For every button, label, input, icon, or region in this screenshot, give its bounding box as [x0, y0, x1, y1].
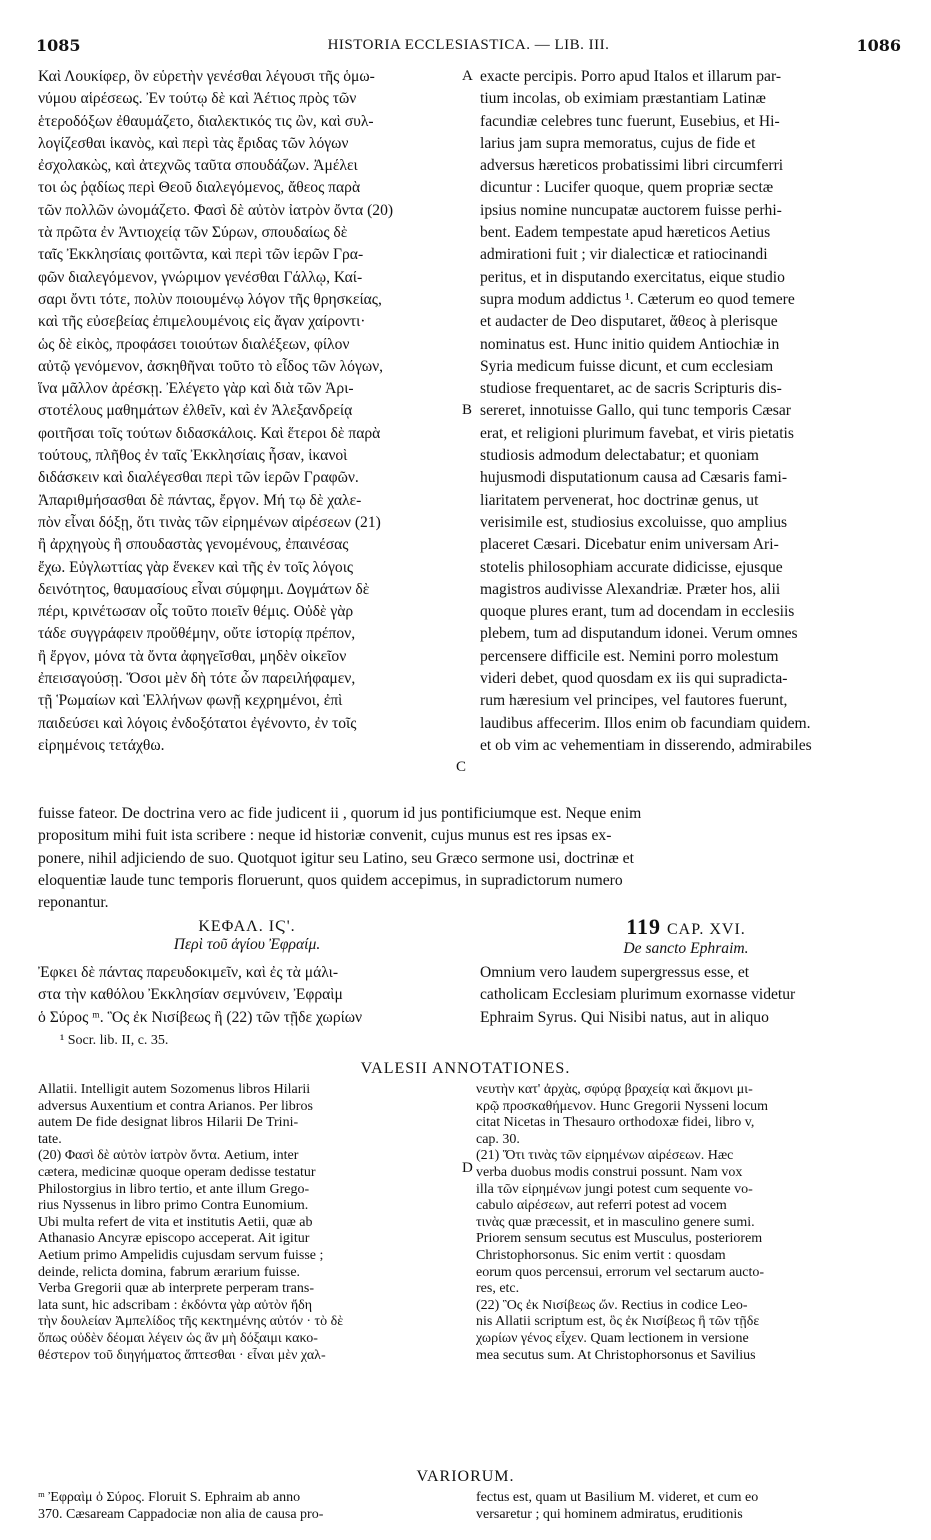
valesii-note-line: Philostorgius in libro tertio, et ante illum Grego-	[38, 1181, 310, 1197]
valesii-note-line: citat Nicetas in Thesauro orthodoxæ fidei, libro v,	[476, 1115, 755, 1131]
latin-text-line: stotelis philosophiam accurate didicisse, ejusque	[480, 558, 783, 576]
valesii-note-line: χωρίων γένος εἶχεν. Quam lectionem in versione	[476, 1330, 749, 1346]
valesii-note-line: Aetium primo Ampelidis cujusdam servum fuisse ;	[38, 1247, 324, 1263]
valesii-note-line: mea secutus sum. At Christophorsonus et Savilius	[476, 1347, 756, 1363]
valesii-note-line: res, etc.	[476, 1281, 520, 1297]
chapter-number: 119	[626, 914, 661, 939]
latin-text-line: tium incolas, ob eximiam præstantiam Latinæ	[480, 90, 766, 108]
valesii-note-line: deinde, relicta domina, fabrum ærarium fuisse.	[38, 1264, 301, 1280]
chapter-text-greek	[38, 962, 456, 1029]
valesii-note-line: eorum quos percensui, errorum vel sectarum aucto-	[476, 1264, 765, 1280]
greek-text-line: ὡς δὲ εἰκὸς, προφάσει τοιούτων διαλέξεων, φίλον	[38, 335, 350, 353]
greek-text-line: πέρι, κρινέτωσαν οἷς τοῦτο ποιεῖν θέμις. Οὐδὲ γὰρ	[38, 603, 354, 621]
latin-text-line: laudibus affecerim. Illos enim ob facundiam quidem.	[480, 714, 811, 732]
latin-text-line: rum hæresium vel principes, vel fautores fuerunt,	[480, 692, 788, 710]
greek-text-line: τῶν πολλῶν ὠνομάζετο. Φασὶ δὲ αὐτὸν ἰατρὸν ὄντα (20)	[38, 201, 394, 219]
greek-text-line: καὶ τῆς εὐσεβείας ἐπιμελουμένοις εἰς ἄγαν χαίροντι·	[38, 313, 366, 331]
greek-text-line: ἔχω. Εὐγλωττίας γὰρ ἕνεκεν καὶ τῆς ἐν τοῖς λόγοις	[38, 558, 354, 576]
latin-text-column	[480, 66, 892, 757]
greek-text-line: λογίζεσθαι ἱκανὸς, καὶ περὶ τὰς ἔριδας τῶν λόγων	[38, 134, 349, 152]
valesii-note-line: (22) Ὃς ἐκ Νισίβεως ὤν. Rectius in codice Leo-	[476, 1297, 748, 1313]
latin-text-line: plebem, tum ad disputandum idonei. Verum omnes	[480, 625, 798, 643]
greek-text-line: ἵνα μᾶλλον ἀρέσκῃ. Ἐλέγετο γὰρ καὶ διὰ τῶν Ἀρι-	[38, 380, 354, 398]
valesii-note-line: Allatii. Intelligit autem Sozomenus libros Hilarii	[38, 1082, 311, 1097]
valesii-note-line: verba duobus modis construi possunt. Nam vox	[476, 1164, 743, 1180]
latin-text-line: facundiæ celebres tunc fuerunt, Eusebius, et Hi-	[480, 112, 780, 130]
chapter-heading-latin	[480, 914, 892, 958]
valesii-note-line: rius Nyssenus in libro primo Contra Eunomium.	[38, 1198, 309, 1214]
latin-text-line: exacte percipis. Porro apud Italos et illarum par-	[480, 68, 782, 85]
latin-text-line: studiosis admodum delectabatur; et quoniam	[480, 447, 759, 465]
valesii-note-line: lata sunt, hic adscribam : ἐκδόντα γὰρ αὐτὸν ἤδη	[38, 1297, 313, 1313]
greek-text-line: τῇ Ῥωμαίων καὶ Ἑλλήνων φωνῇ κεχρημένοι, ἐπὶ	[38, 692, 343, 710]
chapter-latin-line: Omnium vero laudem supergressus esse, et	[480, 964, 750, 981]
footnote: ¹ Socr. lib. II, c. 35.	[60, 1033, 169, 1048]
fullwidth-text-line: ponere, nihil adjiciendo de suo. Quotquot igitur seu Latino, seu Græco sermone usi, doctrinæ et	[38, 849, 634, 867]
valesii-note-line: θέστερον τοῦ διηγήματος ἅπτεσθαι · εἶναι μὲν χαλ-	[38, 1347, 326, 1363]
latin-text-line: studiose frequentaret, ac de sacris Scripturis dis-	[480, 380, 782, 398]
page-number-left: 1085	[36, 36, 81, 55]
latin-text-line: bent. Eadem tempestate apud hæreticos Aetius	[480, 224, 771, 242]
greek-text-line: νύμου αἱρέσεως. Ἐν τούτῳ δὲ καὶ Ἀέτιος πρὸς τῶν	[38, 90, 357, 108]
valesii-note-line: ὅπως οὐδὲν δέομαι λέγειν ὡς ἂν μὴ δόξαιμι κακο-	[38, 1330, 318, 1346]
latin-text-line: placeret Cæsari. Dicebatur enim universam Ari-	[480, 536, 779, 554]
valesii-note-line: (20) Φασὶ δὲ αὐτὸν ἰατρὸν ὄντα. Aetium, inter	[38, 1148, 299, 1164]
valesii-note-line: τινὰς quæ præcessit, et in masculino genere sumi.	[476, 1214, 755, 1230]
latin-text-line: percensere difficile est. Nemini porro molestum	[480, 647, 779, 665]
valesii-heading: VALESII ANNOTATIONES.	[360, 1060, 571, 1077]
greek-text-line: στοτέλους μαθημάτων ἐλθεῖν, καὶ ἐν Ἀλεξανδρείᾳ	[38, 402, 353, 420]
chapter-heading-greek	[38, 918, 456, 954]
variorum-note-line: ᵐ Ἐφραὶμ ὁ Σύρος. Floruit S. Ephraim ab anno	[38, 1490, 301, 1505]
valesii-note-line: Ubi multa refert de vita et institutis Aetii, quæ ab	[38, 1214, 313, 1230]
valesii-note-line: adversus Auxentium et contra Arianos. Per libros	[38, 1098, 313, 1114]
valesii-note-line: cabulo αἱρέσεων, aut referri potest ad vocem	[476, 1198, 727, 1214]
latin-text-line: peritus, et in disputando exercitatus, eique studio	[480, 268, 785, 286]
greek-text-line: φοιτῆσαι τοῖς τούτων διδασκάλοις. Καὶ ἕτεροι δὲ παρὰ	[38, 424, 381, 442]
variorum-note-line: fectus est, quam ut Basilium M. videret, et cum eo	[476, 1490, 759, 1505]
latin-text-line: supra modum addictus ¹. Cæterum eo quod temere	[480, 290, 795, 308]
greek-text-line: αὐτῷ γενόμενον, ἀσκηθῆναι τοῦτο τὸ εἶδος τῶν λόγων,	[38, 357, 384, 375]
valesii-note-line: illa τῶν εἰρημένων jungi potest cum sequente vo-	[476, 1181, 753, 1197]
latin-text-line: verisimile est, studiosius excoluisse, quo amplius	[480, 513, 788, 531]
latin-text-line: erat, et religioni plurimum favebat, et viris pietatis	[480, 424, 794, 442]
page-header	[36, 36, 901, 60]
greek-text-line: ἐσχολακὼς, καὶ ἀτεχνῶς ταῦτα σπουδάζων. Ἀμέλει	[38, 157, 358, 175]
valesii-note-line: κρῷ προσκαθήμενον. Hunc Gregorii Nysseni locum	[476, 1098, 769, 1114]
chapter-greek-line: ὁ Σύρος ᵐ. Ὃς ἐκ Νισίβεως ἢ (22) τῶν τῇδε χωρίων	[38, 1008, 363, 1026]
latin-text-line: hujusmodi disputationum causa ad Cæsaris fami-	[480, 469, 788, 487]
greek-text-line: τοι ὡς ῥᾳδίως περὶ Θεοῦ διαλεγόμενος, ἄθεος παρὰ	[38, 179, 361, 197]
greek-text-line: ἑτεροδόξων ἐθαυμάζετο, διαλεκτικός τις ὢν, καὶ συλ-	[38, 112, 374, 130]
valesii-note-line: autem De fide designat libros Hilarii De Trini-	[38, 1115, 299, 1131]
running-title: HISTORIA ECCLESIASTICA. — LIB. III.	[327, 37, 610, 53]
latin-text-line: quoque plures erant, tum ad docendam in ecclesiis	[480, 603, 795, 621]
valesii-note-line: Christophorsonus. Sic enim vertit : quosdam	[476, 1247, 726, 1263]
latin-text-line: admirationi fuit ; vir dialecticæ et ratiocinandi	[480, 246, 768, 264]
greek-text-line: δεινότητος, θαυμασίους εἶναι σύμφημι. Δογμάτων δὲ	[38, 580, 370, 598]
fullwidth-text-line: propositum mihi fuit ista scribere : neque id historiæ convenit, cujus munus est res ipsas ex-	[38, 827, 612, 845]
greek-text-line: Ἀπαριθμήσασθαι δὲ πάντας, ἔργον. Μή τῳ δὲ χαλε-	[38, 491, 362, 509]
valesii-note-line: tate.	[38, 1131, 62, 1147]
valesii-note-line: τὴν δουλείαν Ἀμπελίδος τῆς κεκτημένης αὐτόν · τὸ δὲ	[38, 1314, 344, 1330]
latin-text-line: et ob vim ac vehementiam in disserendo, admirabiles	[480, 736, 812, 754]
valesii-notes-left	[38, 1082, 456, 1364]
latin-text-line: Syria medicum fuisse dicunt, et cum ecclesiam	[480, 357, 774, 375]
margin-letter-a: A	[462, 68, 473, 84]
margin-letter-b: B	[462, 402, 473, 418]
greek-text-line: ἐπεισαγούσῃ. Ὅσοι μὲν δὴ τότε ὧν παρειλήφαμεν,	[38, 670, 356, 688]
latin-text-line: dicuntur : Lucifer quoque, quem propriæ sectæ	[480, 179, 774, 197]
greek-text-line: πὸν εἶναι δόξῃ, ὅτι τινὰς τῶν εἰρημένων αἱρέσεων (21)	[38, 513, 381, 531]
chapter-greek-line: Ἐφκει δὲ πάντας παρευδοκιμεῖν, καὶ ἐς τὰ μάλι-	[38, 964, 339, 981]
variorum-heading: VARIORUM.	[416, 1468, 515, 1485]
greek-text-column	[38, 66, 456, 757]
latin-text-line: ipsius nomine nuncupatæ auctorem fuisse perhi-	[480, 201, 782, 219]
greek-text-line: Καὶ Λουκίφερ, ὃν εὑρετὴν γενέσθαι λέγουσι τῆς ὁμω-	[38, 68, 375, 85]
chapter-latin-line: catholicam Ecclesiam plurimum exornasse videtur	[480, 986, 796, 1004]
valesii-note-line: cap. 30.	[476, 1131, 520, 1147]
variorum-note-line: versaretur ; qui hominem admiratus, eruditionis	[476, 1506, 743, 1522]
greek-text-line: τάδε συγγράφειν προὔθέμην, οὔτε ἱστορίᾳ πρέπον,	[38, 625, 356, 643]
latin-text-line: magistros audivisse Alexandriæ. Præter hos, alii	[480, 580, 781, 598]
chapter-subtitle-greek: Περὶ τοῦ ἁγίου Ἐφραίμ.	[173, 936, 321, 953]
greek-text-line: ἢ ἔργον, μόνα τὰ ὄντα ἀφηγεῖσθαι, μηδὲν οἰκεῖον	[38, 647, 347, 665]
greek-text-line: διδάσκειν καὶ διαλέγεσθαι περὶ τῶν ἱερῶν Γραφῶν.	[38, 469, 359, 487]
latin-text-line: videri debet, quod quosdam ex iis qui supradicta-	[480, 670, 788, 688]
valesii-note-line: nis Allatii scriptum est, ὃς ἐκ Νισίβεως ἢ τῶν τῇδε	[476, 1314, 760, 1330]
valesii-note-line: νευτὴν κατ' ἀρχὰς, σφύρᾳ βραχείᾳ καὶ ἄκμονι μι-	[476, 1082, 753, 1097]
chapter-title-greek: ΚΕΦΑΛ. ΙϚ'.	[198, 918, 296, 935]
valesii-note-line: Verba Gregorii quæ ab interprete perperam trans-	[38, 1281, 314, 1297]
greek-text-line: τούτους, πλῆθος ἐν ταῖς Ἐκκλησίαις ἦσαν, ἱκανοὶ	[38, 447, 348, 465]
valesii-note-line: (21) Ὅτι τινὰς τῶν εἰρημένων αἱρέσεων. Hæc	[476, 1148, 734, 1164]
chapter-title-latin: CAP. XVI.	[667, 921, 746, 938]
chapter-greek-line: στα τὴν καθόλου Ἐκκλησίαν σεμνύνειν, Ἐφραὶμ	[38, 986, 343, 1004]
greek-text-line: τὰ πρῶτα ἐν Ἀντιοχείᾳ τῶν Σύρων, σπουδαίως δὲ	[38, 224, 348, 242]
fullwidth-text-line: reponantur.	[38, 894, 109, 912]
valesii-note-line: Priorem sensum secutus est Musculus, posteriorem	[476, 1231, 763, 1247]
latin-text-line: nominatus est. Hunc initio quidem Antiochiæ in	[480, 335, 780, 353]
valesii-note-line: Athanasio Ancyræ episcopo acceperat. Ait igitur	[38, 1231, 310, 1247]
variorum-notes-right	[476, 1490, 892, 1523]
greek-text-line: ταῖς Ἐκκλησίαις φοιτῶντα, καὶ περὶ τῶν ἱερῶν Γρα-	[38, 246, 364, 264]
margin-letter-d: D	[462, 1160, 473, 1176]
greek-text-line: παιδεύσει καὶ λόγοις ἐνδοξότατοι ἐγένοντο, ἐν τοῖς	[38, 714, 357, 732]
latin-text-line: larius jam supra memoratus, cujus de fide et	[480, 134, 756, 152]
margin-letter-c: C	[456, 759, 467, 775]
latin-text-line: et audacter de Deo disputaret, ἄθεος à plerisque	[480, 313, 778, 331]
chapter-subtitle-latin: De sancto Ephraim.	[623, 940, 749, 957]
valesii-notes-right	[476, 1082, 892, 1364]
greek-text-line: ἢ ἀρχηγοὺς ἢ σπουδαστὰς γενομένους, ἐπαινέσας	[38, 536, 349, 554]
greek-text-line: σαρι ὄντι τότε, πολὺν ποιουμένῳ λόγον τῆς θρησκείας,	[38, 290, 382, 308]
page-number-right: 1086	[856, 36, 901, 55]
variorum-note-line: 370. Cæsaream Cappadociæ non alia de causa pro-	[38, 1506, 324, 1522]
latin-text-line: adversus hæreticos probatissimi libri circumferri	[480, 157, 784, 175]
fullwidth-text	[38, 803, 893, 914]
greek-text-line: εἰρημένοις τετάχθω.	[38, 736, 165, 754]
latin-text-line: liaritatem pervenerat, hoc doctrinæ genus, ut	[480, 491, 759, 509]
chapter-text-latin	[480, 962, 892, 1029]
variorum-notes-left	[38, 1490, 456, 1523]
fullwidth-text-line: eloquentiæ laude tunc temporis floruerunt, quos quidem accepimus, in supradictorum numero	[38, 871, 623, 889]
chapter-latin-line: Ephraim Syrus. Qui Nisibi natus, aut in aliquo	[480, 1008, 769, 1026]
latin-text-line: sereret, innotuisse Gallo, qui tunc temporis Cæsar	[480, 402, 791, 420]
fullwidth-text-line: fuisse fateor. De doctrina vero ac fide judicent ii , quorum id jus pontificiumque est. Neque enim	[38, 805, 642, 822]
valesii-note-line: cætera, medicinæ quoque operam dedisse testatur	[38, 1164, 316, 1180]
greek-text-line: φῶν διαλεγόμενον, γνώριμον γενέσθαι Γάλλῳ, Καί-	[38, 268, 363, 286]
